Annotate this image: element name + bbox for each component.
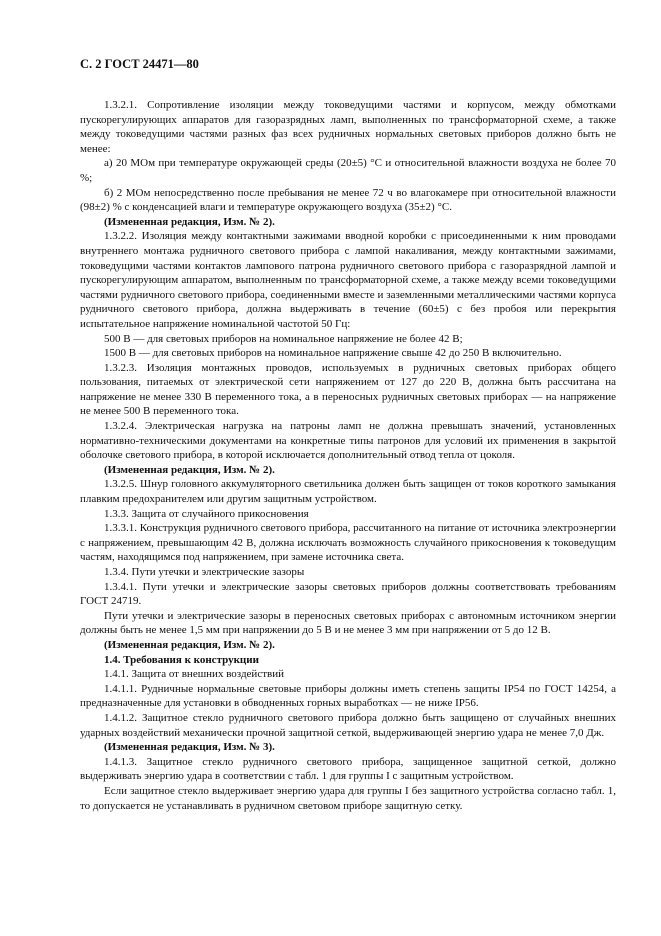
- clause-1-3-2-1-a: а) 20 МОм при температуре окружающей среды (20±5) °С и относительной влажности воздуха не более 70 %;: [80, 157, 616, 184]
- clause-1-3-2-3: 1.3.2.3. Изоляция монтажных проводов, используемых в рудничных световых приборах общего пользования, питаемых от электрической сети напряжением от 127 до 220 В, должна быть рассчитана на напряжение не менее 330 В переменного тока, а в переносных рудничных световых приборах — на напряжение не менее 500 В переменного тока.: [80, 361, 616, 418]
- section-1-3-3-heading: 1.3.3. Защита от случайного прикосновения: [104, 507, 309, 520]
- section-1-3-4-heading: 1.3.4. Пути утечки и электрические зазоры: [104, 566, 305, 578]
- section-1-4-heading: 1.4. Требования к конструкции: [104, 653, 259, 666]
- clause-1-4-1-3: 1.4.1.3. Защитное стекло рудничного светового прибора, защищенное защитной сеткой, должно выдерживать энергию удара в соответствии с табл. 1 для группы I с защитным устройством.: [80, 755, 616, 783]
- section-1-4-1-heading: 1.4.1. Защита от внешних воздействий: [104, 668, 284, 681]
- amendment-note: (Измененная редакция, Изм. № 2).: [104, 215, 275, 228]
- voltage-1500: 1500 В — для световых приборов на номинальное напряжение свыше 42 до 250 В включительно.: [104, 347, 562, 360]
- amendment-note: (Измененная редакция, Изм. № 2).: [104, 463, 275, 476]
- document-body: [80, 98, 616, 813]
- glass-without-grid-paragraph: Если защитное стекло выдерживает энергию удара для группы I без защитного устройства согласно табл. 1, то допускается не устанавливать в рудничном световом приборе защитную сетку.: [80, 784, 616, 812]
- amendment-note: (Измененная редакция, Изм. № 3).: [104, 741, 275, 754]
- amendment-note: (Измененная редакция, Изм. № 2).: [104, 638, 275, 651]
- voltage-500: 500 В — для световых приборов на номинальное напряжение не более 42 В;: [104, 332, 463, 345]
- clause-1-3-4-1: 1.3.4.1. Пути утечки и электрические зазоры световых приборов должны соответствовать требованиям ГОСТ 24719.: [80, 580, 616, 608]
- clause-1-3-2-1-b: б) 2 МОм непосредственно после пребывания не менее 72 ч во влагокамере при относительной влажности (98±2) % с конденсацией влаги и температуре окружающего воздуха (35±2) °С.: [80, 186, 616, 214]
- clause-1-3-2-5: 1.3.2.5. Шнур головного аккумуляторного светильника должен быть защищен от токов короткого замыкания плавким предохранителем или другим защитным устройством.: [80, 478, 616, 506]
- clause-1-4-1-1: 1.4.1.1. Рудничные нормальные световые приборы должны иметь степень защиты IP54 по ГОСТ 14254, а предназначенные для установки в обводненных горных выработках — не ниже IP56.: [80, 682, 616, 710]
- clause-1-3-2-1: 1.3.2.1. Сопротивление изоляции между токоведущими частями и корпусом, между обмотками пускорегулирующих аппаратов для газоразрядных ламп, выполненных по трансформаторной схеме, а также между токоведущими частями разных фаз всех рудничных нормальных световых приборов должно быть не менее:: [80, 99, 616, 155]
- clearance-paragraph: Пути утечки и электрические зазоры в переносных световых приборах с автономным источником энергии должны быть не менее 1,5 мм при напряжении до 5 В и не менее 3 мм при напряжении от 5 до 12 В.: [80, 609, 616, 637]
- clause-1-4-1-2: 1.4.1.2. Защитное стекло рудничного светового прибора должно быть защищено от случайных внешних ударных воздействий механически прочной защитной сеткой, выдерживающей энергию удара не менее 7,0 Дж.: [80, 711, 616, 739]
- clause-1-3-2-4: 1.3.2.4. Электрическая нагрузка на патроны ламп не должна превышать значений, установленных нормативно-техническими документами на конкретные типы патронов для условий их применения в закрытой оболочке светового прибора, в которой исключается дополнительный отвод тепла от цоколя.: [80, 420, 616, 462]
- clause-1-3-3-1: 1.3.3.1. Конструкция рудничного светового прибора, рассчитанного на питание от источника электроэнергии с напряжением, превышающим 42 В, должна исключать возможность случайного прикосновения к токоведущим частям, находящимся под напряжением, при замене источника света.: [80, 522, 616, 564]
- clause-1-3-2-2: 1.3.2.2. Изоляция между контактными зажимами вводной коробки с присоединенными к ним проводами внутреннего монтажа рудничного светового прибора с лампой накаливания, между контактными зажимами, токоведущими частями контактов лампового патрона рудничного светового прибора с газоразрядной лампой и пускорегулирующим аппаратом, выполненным по трансформаторной схеме, а также между всеми токоведущими частями рудничного светового прибора, соединенными вместе и заземленными металлическими частями корпуса рудничного светового прибора, должна выдерживать в течение (60±5) с без пробоя или перекрытия испытательное напряжение номинальной частотой 50 Гц:: [80, 230, 616, 330]
- page-header: С. 2 ГОСТ 24471—80: [80, 57, 199, 71]
